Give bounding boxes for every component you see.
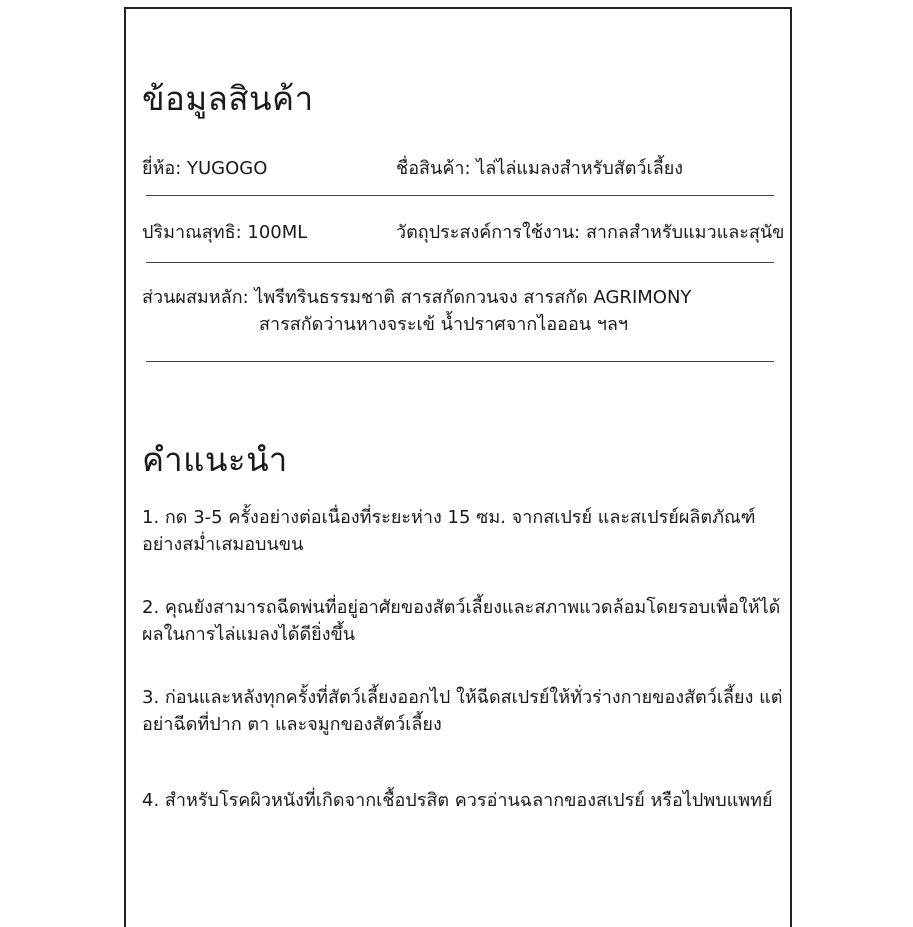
- product-name-text: ชื่อสินค้า: ไล่ไล่แมลงสำหรับสัตว์เลี้ยง: [396, 158, 684, 179]
- ingredients-text: [142, 284, 792, 338]
- instruction-step-2: 2. คุณยังสามารถฉีดพ่นที่อยู่อาศัยของสัตว์เลี้ยงและสภาพแวดล้อมโดยรอบเพื่อให้ได้ผลในการไล่แมลงได้ดียิ่งขึ้น: [142, 597, 781, 645]
- ingredients-line-1: ส่วนผสมหลัก: ไพรีทรินธรรมชาติ สารสกัดกวนจง สารสกัด AGRIMONY: [142, 287, 692, 308]
- ingredients-line-2: สารสกัดว่านหางจระเข้ น้ำปราศจากไอออน ฯลฯ: [259, 314, 629, 335]
- instructions-heading: คำแนะนำ: [142, 440, 288, 479]
- purpose-text: วัตถุประสงค์การใช้งาน: สากลสำหรับแมวและสุนัข: [396, 222, 785, 243]
- brand-text: ยี่ห้อ: YUGOGO: [142, 158, 268, 179]
- divider: [146, 361, 774, 362]
- instruction-step-4: 4. สำหรับโรคผิวหนังที่เกิดจากเชื้อปรสิต ควรอ่านฉลากของสเปรย์ หรือไปพบแพทย์: [142, 790, 773, 811]
- divider: [146, 195, 774, 196]
- instruction-step-1: 1. กด 3-5 ครั้งอย่างต่อเนื่องที่ระยะห่าง 15 ซม. จากสเปรย์ และสเปรย์ผลิตภัณฑ์อย่างสม่ำเสมอบนขน: [142, 507, 756, 555]
- product-info-heading: ข้อมูลสินค้า: [142, 79, 314, 118]
- net-volume-text: ปริมาณสุทธิ: 100ML: [142, 222, 308, 243]
- instruction-step-3: 3. ก่อนและหลังทุกครั้งที่สัตว์เลี้ยงออกไป ให้ฉีดสเปรย์ให้ทั่วร่างกายของสัตว์เลี้ยง แต่อย่าฉีดที่ปาก ตา และจมูกของสัตว์เลี้ยง: [142, 687, 783, 735]
- divider: [146, 262, 774, 263]
